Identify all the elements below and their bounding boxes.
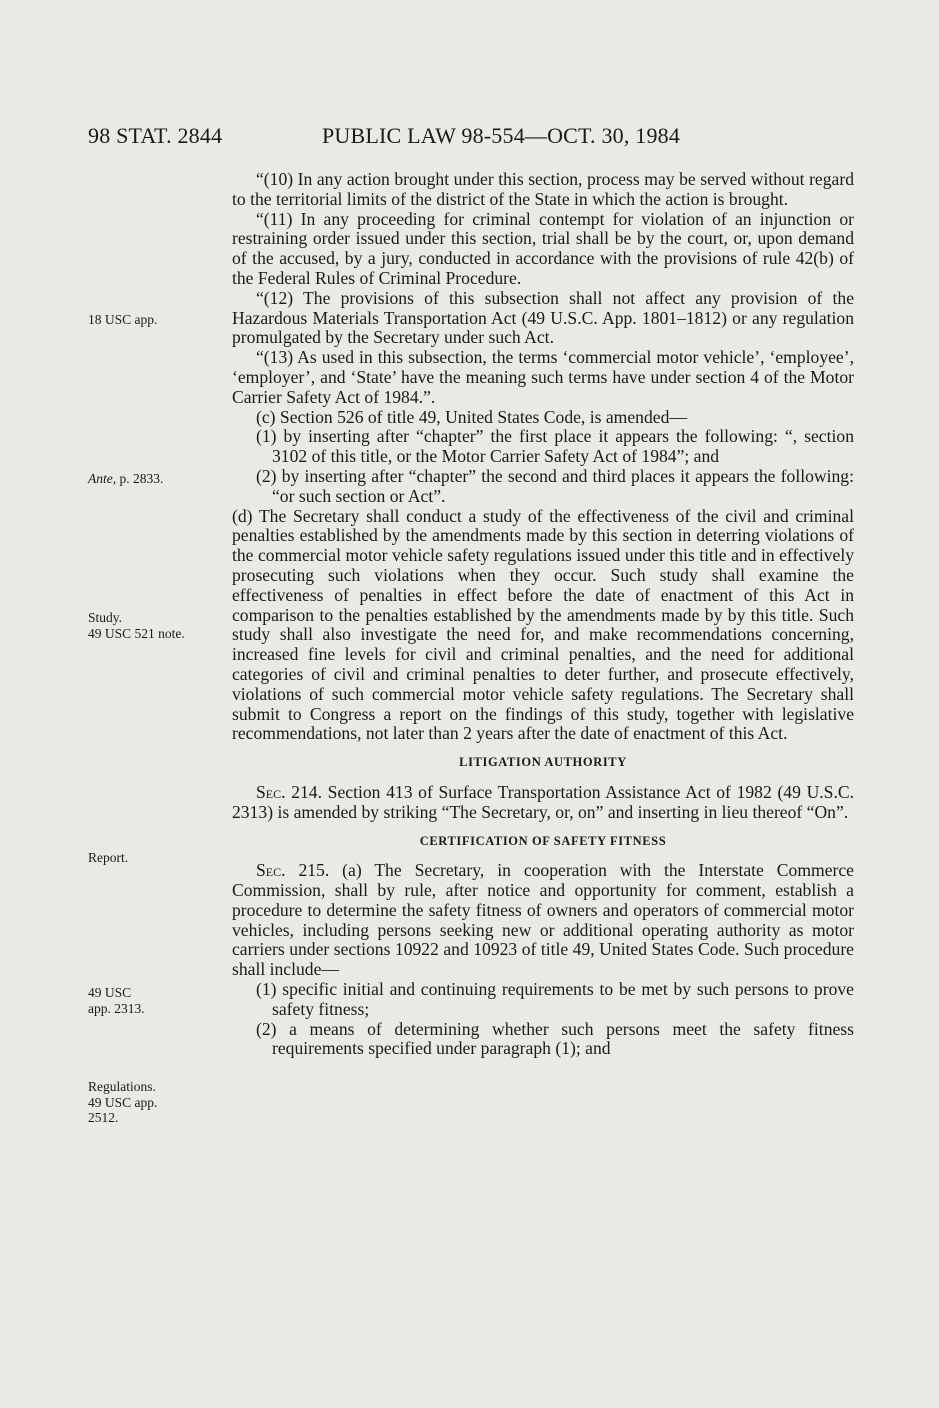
main-text	[232, 170, 854, 1059]
section-215	[232, 861, 854, 980]
margin-note-ante-italic: Ante,	[88, 471, 117, 486]
section-214	[232, 783, 854, 823]
paragraph-11: “(11) In any proceeding for criminal contempt for violation of an injunction or restraining order issued under this section, trial shall be by the court, or, upon demand of the accused, by a jury, conducted in accordance with the provisions of rule 42(b) of the Federal Rules of Criminal Procedure.	[232, 208, 854, 288]
section-215-label: Sec.	[256, 860, 286, 881]
margin-note-report: Report.	[88, 850, 129, 865]
margin-note-49-usc	[88, 985, 145, 1016]
margin-note-regulations-usc2: 2512.	[88, 1110, 119, 1125]
margin-note-study-label: Study.	[88, 610, 123, 625]
margin-note-study	[88, 610, 185, 641]
stat-page-number: 98 STAT. 2844	[88, 123, 223, 148]
margin-note-regulations-label: Regulations.	[88, 1079, 156, 1094]
margin-note-18-usc: 18 USC app.	[88, 312, 158, 327]
paragraph-d: (d) The Secretary shall conduct a study of the effectiveness of the civil and criminal penalties established by the amendments made by this section in deterring violations of the commercial motor vehicle safety regulations issued under this title and in effectively prosecuting such violations when they occur. Such study shall examine the effectiveness of penalties in effect before the date of enactment of this Act in comparison to the penalties established by the amendments made by by this title. Such study shall also investigate the need for, and make recommendations concerning, increased fine levels for civil and criminal penalties, and the need for additional categories of civil and criminal penalties to deter further, and prosecute effectively, violations of such commercial motor vehicle safety regulations. The Secretary shall submit to Congress a report on the findings of this study, together with legislative recommendations, not later than 2 years after the date of enactment of this Act.	[232, 505, 854, 744]
paragraph-c-1: (1) by inserting after “chapter” the first place it appears the following: “, section 3102 of this title, or the Motor Carrier Safety Act of 1984”; and	[256, 426, 854, 467]
heading-litigation-authority: LITIGATION AUTHORITY	[459, 755, 627, 770]
paragraph-12: “(12) The provisions of this subsection shall not affect any provision of the Hazardous Materials Transportation Act (49 U.S.C. App. 1801–1812) or any regulation promulgated by the Secretary under such Act.	[232, 287, 854, 348]
paragraph-13: “(13) As used in this subsection, the terms ‘commercial motor vehicle’, ‘employee’, ‘employer’, and ‘State’ have the meaning such terms have under section 4 of the Motor Carrier Safety Act of 1984.”.	[232, 347, 854, 407]
margin-note-49-usc-line2: app. 2313.	[88, 1000, 145, 1016]
paragraph-c-2: (2) by inserting after “chapter” the second and third places it appears the following: “or such section or Act”.	[256, 465, 854, 506]
running-title: PUBLIC LAW 98-554—OCT. 30, 1984	[322, 123, 681, 148]
margin-note-ante	[88, 471, 163, 487]
section-214-text: 214. Section 413 of Surface Transportation Assistance Act of 1982 (49 U.S.C. 2313) is amended by striking “The Secretary, or, on” and inserting in lieu thereof “On”.	[232, 781, 854, 822]
heading-certification-safety-fitness: CERTIFICATION OF SAFETY FITNESS	[419, 833, 667, 848]
paragraph-c: (c) Section 526 of title 49, United States Code, is amended—	[256, 406, 687, 427]
margin-note-study-usc: 49 USC 521 note.	[88, 625, 185, 641]
section-214-label: Sec.	[256, 781, 286, 802]
section-215-text: 215. (a) The Secretary, in cooperation with the Interstate Commerce Commission, shall by rule, after notice and opportunity for comment, establish a procedure to determine the safety fitness of owners and operators of commercial motor vehicles, including persons seeking new or additional operating authority as motor carriers under sections 10922 and 10923 of title 49, United States Code. Such procedure shall include—	[232, 860, 854, 980]
paragraph-10: “(10) In any action brought under this section, process may be served without regard to the territorial limits of the district of the State in which the action is brought.	[232, 169, 854, 209]
margin-note-regulations-usc1: 49 USC app.	[88, 1094, 158, 1110]
margin-note-ante-page: p. 2833.	[116, 471, 164, 486]
margin-note-regulations	[88, 1079, 157, 1126]
paragraph-215-2: (2) a means of determining whether such persons meet the safety fitness requirements specified under paragraph (1); and	[256, 1018, 854, 1059]
paragraph-215-1: (1) specific initial and continuing requirements to be met by such persons to prove safety fitness;	[256, 979, 854, 1019]
margin-note-49-usc-line1: 49 USC	[88, 985, 132, 1000]
